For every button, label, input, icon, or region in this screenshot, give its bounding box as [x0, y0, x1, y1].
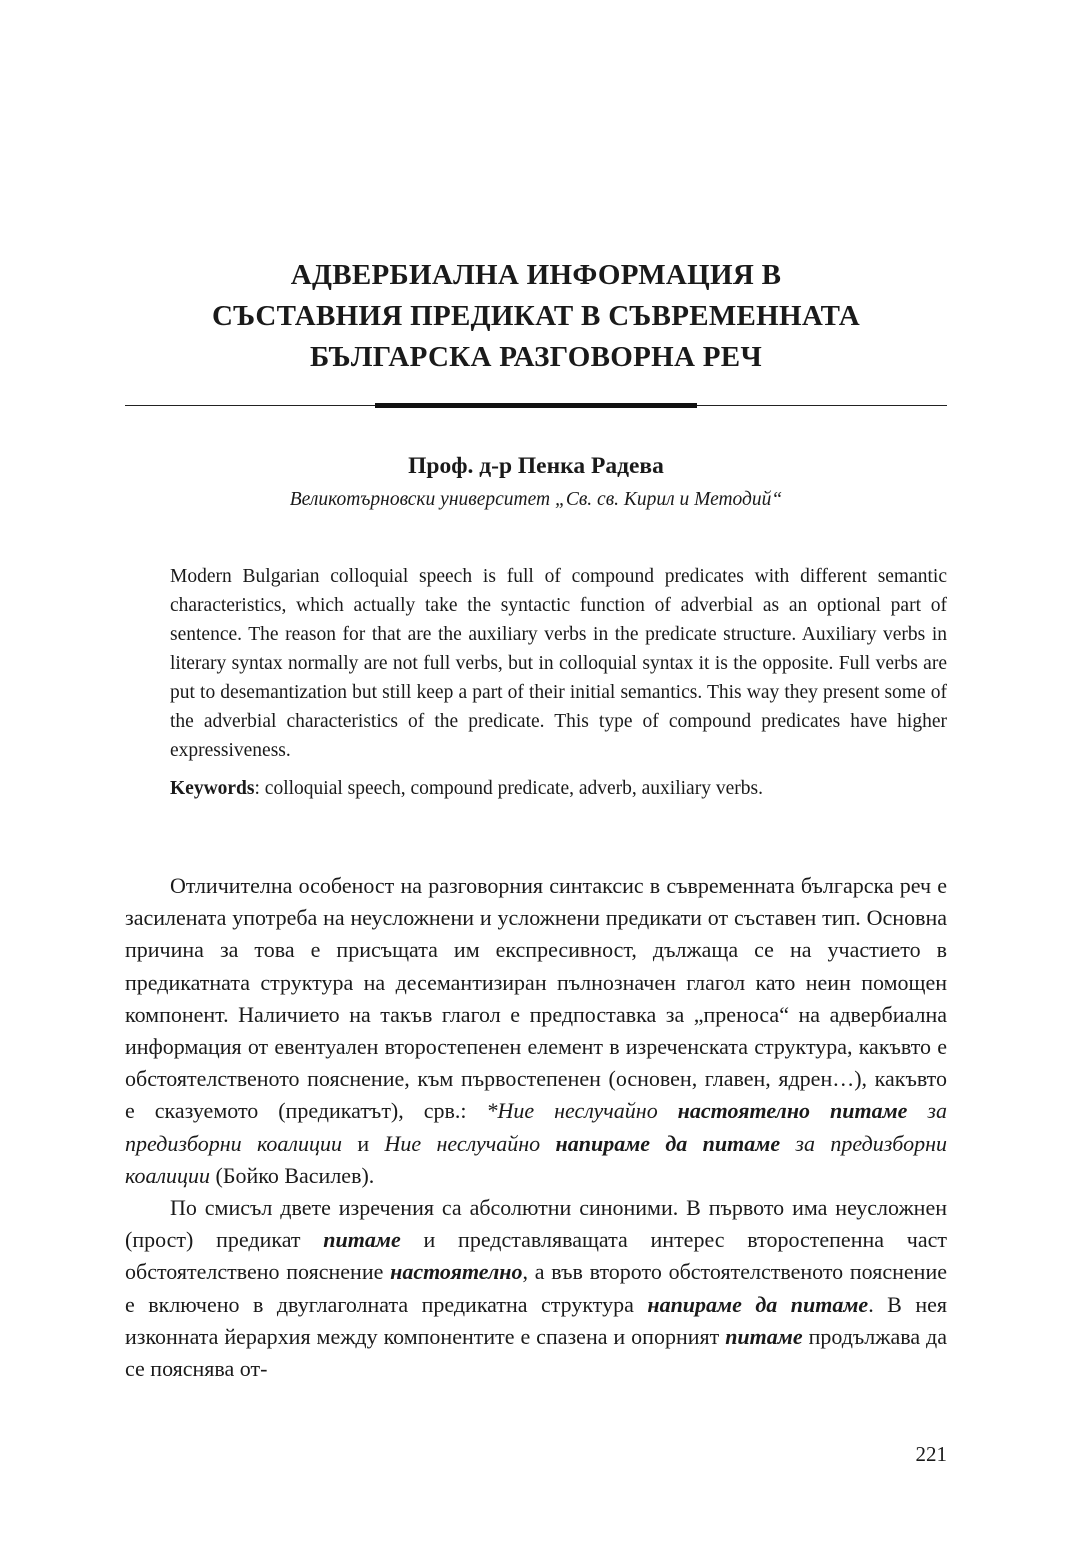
- p2-term-bold: питаме: [323, 1227, 401, 1253]
- p2-text: . В нея изконната йерархия между компонентите е спазена и опорният: [125, 1291, 947, 1349]
- p2-text: продължава да се пояснява от-: [125, 1323, 947, 1382]
- title-line-2: СЪСТАВНИЯ ПРЕДИКАТ В СЪВРЕМЕННАТА: [211, 300, 861, 332]
- p2-text: и представляващата интерес второстепенна част обстоятелствено пояснение: [125, 1227, 947, 1285]
- p1-text: и: [342, 1130, 385, 1156]
- abstract-text: Modern Bulgarian colloquial speech is full of compound predicates with different semantic characteristics, which actually take the syntactic function of adverbial as an optional part of sentence. The reason for that are the auxiliary verbs in the predicate structure. Auxiliary verbs in literary syntax normally are not full verbs, but in colloquial syntax it is the opposite. Full verbs are put to desemantization but still keep a part of their initial semantics. This way they present some of the adverbial characteristics of the predicate. This type of compound predicates have higher expressiveness.: [170, 566, 947, 761]
- p1-example-italic: Ние неслучайно: [384, 1130, 556, 1156]
- p1-example-italic: за предизборни коалиции: [125, 1130, 947, 1188]
- p1-example-italic: за предизборни коалиции: [125, 1098, 947, 1156]
- author-affiliation: Великотърновски университет „Св. св. Кирил и Методий“: [289, 489, 783, 510]
- p1-example-bold: настоятелно питаме: [677, 1098, 908, 1124]
- abstract: [170, 562, 947, 803]
- body-paragraph-1: [125, 870, 947, 1192]
- title-line-1: АДВЕРБИАЛНА ИНФОРМАЦИЯ В: [290, 259, 782, 291]
- keywords-text: : colloquial speech, compound predicate, adverb, auxiliary verbs.: [254, 778, 763, 799]
- p2-term-bold: питаме: [725, 1323, 803, 1349]
- p1-example-bold: напираме да питаме: [555, 1130, 781, 1156]
- title-divider-accent: [375, 403, 697, 408]
- keywords: [170, 774, 947, 803]
- p2-term-bold: напираме да питаме: [647, 1291, 869, 1317]
- title-line-3: БЪЛГАРСКА РАЗГОВОРНА РЕЧ: [309, 341, 763, 373]
- body-text: [125, 870, 947, 1385]
- article-title: [125, 255, 947, 378]
- p2-text: , а във второто обстоятелственото пояснение е включено в двуглаголната предикатна структура: [125, 1259, 947, 1317]
- p2-term-bold: настоятелно: [390, 1259, 523, 1285]
- p1-example-italic: *Ние неслучайно: [486, 1098, 678, 1124]
- author-name: Проф. д-р Пенка Радева: [408, 453, 664, 479]
- page-number: 221: [915, 1442, 947, 1466]
- p1-text: Отличителна особеност на разговорния синтаксис в съвременната българска реч е засилената употреба на неусложнени и усложнени предикати от съставен тип. Основна причина за това е присъщата им експресивност, дължаща се на участието в предикатната структура на десемантизиран пълнозначен глагол като неин помощен компонент. Наличието на такъв глагол е предпоставка за „преноса“ на адвербиална информация от евентуален второстепенен елемент в изреченската структура, какъвто е обстоятелственото пояснение, към първостепенен (основен, главен, ядрен…), какъвто е сказуемото (предикатът), срв.:: [125, 873, 947, 1124]
- body-paragraph-2: [125, 1192, 947, 1385]
- keywords-label: Keywords: [170, 778, 255, 799]
- p1-citation: (Бойко Василев).: [210, 1162, 375, 1188]
- p2-text: По смисъл двете изречения са абсолютни синоними. В първото има неусложнен (прост) предикат: [125, 1195, 947, 1253]
